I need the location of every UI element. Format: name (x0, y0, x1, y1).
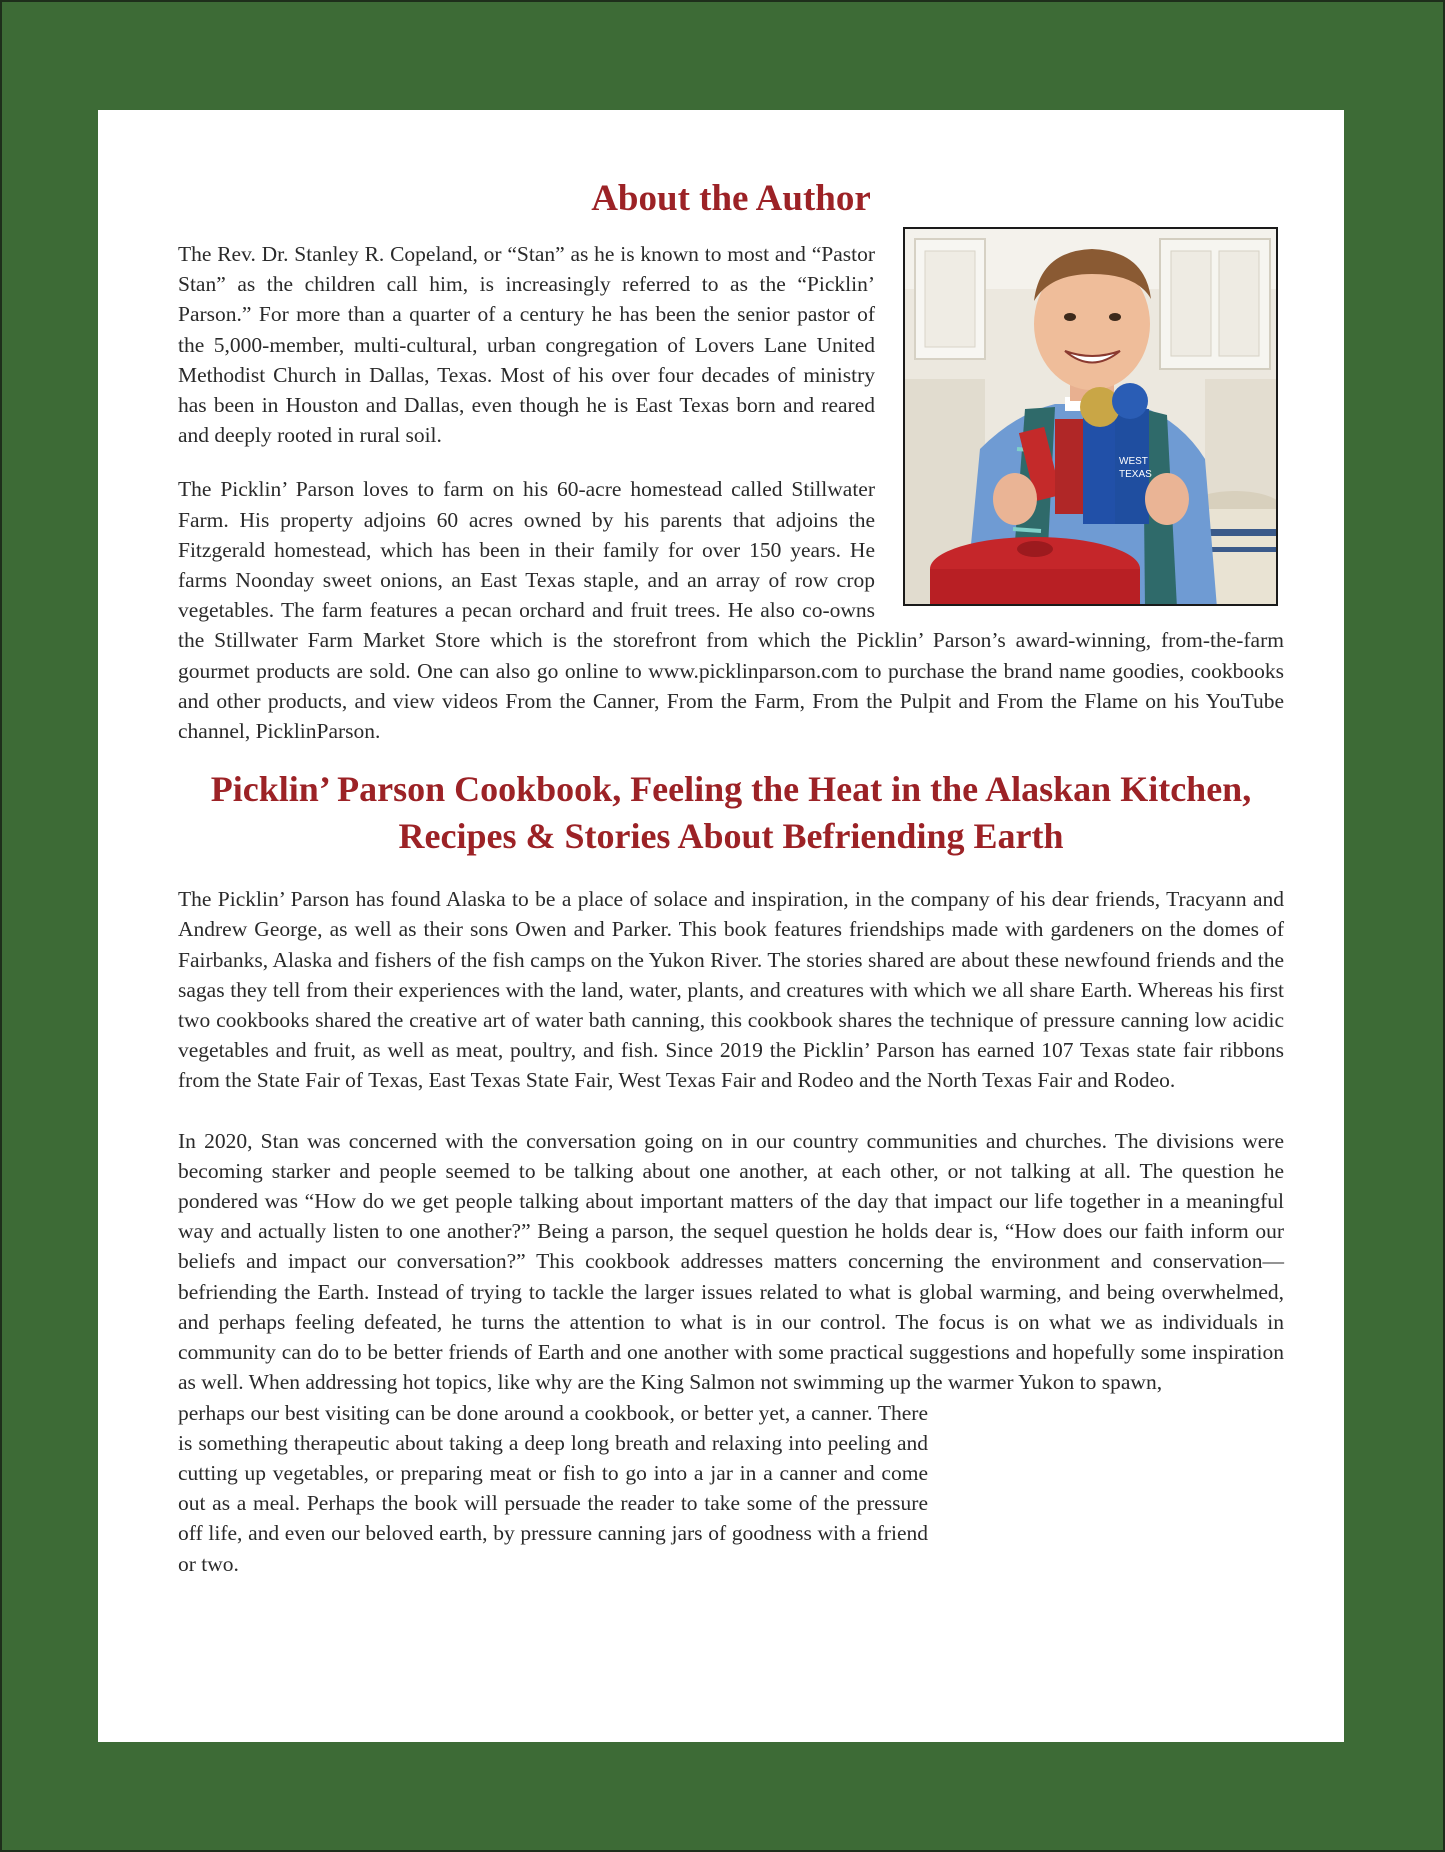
svg-text:TEXAS: TEXAS (1119, 469, 1152, 480)
cookbook-heading-line1: Picklin’ Parson Cookbook, Feeling the Heat in the Alaskan Kitchen, (210, 769, 1252, 810)
conversation-paragraph: In 2020, Stan was concerned with the conversation going on in our country communities and churches. The divisions were becoming starker and people seemed to be talking about one another, at each other, or not talking at all. The question he pondered was “How do we get people talking about important matters of the day that impact our life together in a meaningful way and actually listen to one another?” Being a parson, the sequel question he holds dear is, “How does our faith inform our beliefs and impact our conversation?” This cookbook addresses matters concerning the environment and conservation—befriending the Earth. Instead of trying to tackle the larger issues related to what is global warming, and being overwhelmed, and perhaps feeling defeated, he turns the attention to what is in our control. The focus is on what we as individuals in community can do to be better friends of Earth and one another with some practical suggestions and hopefully some inspiration as well. When addressing hot topics, like why are the King Salmon not swimming up the warmer Yukon to spawn, (178, 1128, 1284, 1395)
cookbook-heading (178, 766, 1284, 860)
alaska-paragraph: The Picklin’ Parson has found Alaska to be a place of solace and inspiration, in the company of his dear friends, Tracyann and Andrew George, as well as their sons Owen and Parker. This book features friendships made with gardeners on the domes of Fairbanks, Alaska and fishers of the fish camps on the Yukon River. The stories shared are about these newfound friends and the sagas they tell from their experiences with the land, water, plants, and creatures with which we all share Earth. Whereas his first two cookbooks shared the creative art of water bath canning, this cookbook shares the technique of pressure canning low acidic vegetables and fruit, as well as meat, poultry, and fish. Since 2019 the Picklin’ Parson has earned 107 Texas state fair ribbons from the State Fair of Texas, East Texas State Fair, West Texas Fair and Rodeo and the North Texas Fair and Rodeo. (178, 887, 1284, 1093)
author-bio-paragraph: The Rev. Dr. Stanley R. Copeland, or “Stan” as he is known to most and “Pastor Stan” as the children call him, is increasingly referred to as the “Picklin’ Parson.” For more than a quarter of a century he has been the senior pastor of the 5,000-member, multi-cultural, urban congregation of Lovers Lane United Methodist Church in Dallas, Texas. Most of his over four decades of ministry has been in Houston and Dallas, even though he is East Texas born and reared and deeply rooted in rural soil. (178, 242, 875, 448)
page-content (178, 110, 1284, 1579)
svg-text:WEST: WEST (1119, 456, 1148, 467)
section-title-about-author: About the Author (591, 178, 871, 219)
book-page (98, 110, 1344, 1742)
farm-paragraph: The Picklin’ Parson loves to farm on his 60-acre homestead called Stillwater Farm. His property adjoins 60 acres owned by his parents that adjoins the Fitzgerald homestead, which has been in their family for over 150 years. He farms Noonday sweet onions, an East Texas staple, and an array of row crop vegetables. The farm features a pecan orchard and fruit trees. He also co-owns the Stillwater Farm Market Store which is the storefront from which the Picklin’ Parson’s award-winning, from-the-farm gourmet products are sold. One can also go online to www.picklinparson.com to purchase the brand name goodies, cookbooks and other products, and view videos From the Canner, From the Farm, From the Pulpit and From the Flame on his YouTube channel, PicklinParson. (178, 477, 1284, 744)
cookbook-heading-line2: Recipes & Stories About Befriending Earth (398, 816, 1064, 857)
conversation-paragraph-end: perhaps our best visiting can be done around a cookbook, or better yet, a canner. There is something therapeutic about taking a deep long breath and relaxing into peeling and cutting up vegetables, or preparing meat or fish to go into a jar in a canner and come out as a meal. Perhaps the book will persuade the reader to take some of the pressure off life, and even our beloved earth, by pressure canning jars of goodness with a friend or two. (178, 1400, 928, 1576)
author-photo (903, 227, 1278, 606)
